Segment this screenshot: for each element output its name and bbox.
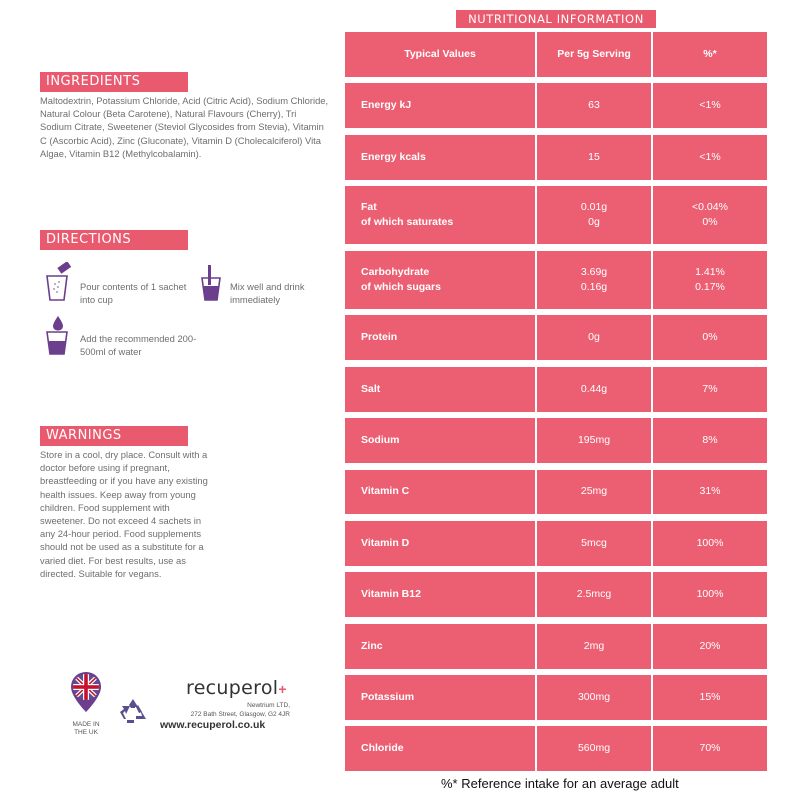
row-label: Protein (345, 315, 535, 360)
row-percent: <1% (653, 135, 767, 180)
water-drop-cup-icon (42, 314, 72, 356)
row-label: Potassium (345, 675, 535, 720)
table-row (345, 186, 767, 244)
row-serving-sub: 0.16g (580, 280, 608, 293)
row-percent-sub: 0% (702, 216, 718, 229)
row-percent-main: 1.41% (695, 265, 725, 278)
header-percent: %* (653, 32, 767, 77)
row-percent: 31% (653, 470, 767, 515)
direction-step-1-text: Pour contents of 1 sachet into cup (80, 281, 187, 306)
row-percent: 15% (653, 675, 767, 720)
row-label-sub: of which sugars (361, 280, 441, 293)
row-label-main: Carbohydrate (361, 265, 430, 278)
nutrition-table (345, 32, 767, 778)
row-percent: <1% (653, 83, 767, 128)
row-serving: 63 (537, 83, 651, 128)
row-label: Sodium (345, 418, 535, 463)
row-percent-sub: 0.17% (695, 280, 725, 293)
row-label: Vitamin C (345, 470, 535, 515)
row-label: Vitamin B12 (345, 572, 535, 617)
direction-step-3 (42, 314, 212, 358)
row-label: Energy kJ (345, 83, 535, 128)
uk-flag-pin-icon (70, 672, 102, 712)
row-percent: 20% (653, 624, 767, 669)
row-percent-main: <0.04% (692, 201, 728, 214)
table-header-row (345, 32, 767, 77)
row-serving (537, 186, 651, 244)
row-label: Chloride (345, 726, 535, 771)
row-label: Salt (345, 367, 535, 412)
row-serving: 560mg (537, 726, 651, 771)
table-row (345, 251, 767, 309)
row-label: Energy kcals (345, 135, 535, 180)
brand-name: recuperol (186, 677, 279, 699)
table-row (345, 83, 767, 128)
direction-step-1 (42, 262, 192, 306)
brand-block (160, 677, 290, 731)
table-row (345, 521, 767, 566)
address-line-2: 272 Bath Street, Glasgow, G2 4JR (190, 711, 290, 718)
row-percent: 100% (653, 521, 767, 566)
row-serving-main: 0.01g (580, 201, 608, 214)
header-typical-values: Typical Values (345, 32, 535, 77)
table-row (345, 470, 767, 515)
row-serving: 195mg (537, 418, 651, 463)
warnings-title: WARNINGS (40, 426, 188, 446)
ingredients-title: INGREDIENTS (40, 72, 188, 92)
row-serving (537, 251, 651, 309)
direction-step-3-text: Add the recommended 200-500ml of water (80, 333, 197, 358)
ingredients-text: Maltodextrin, Potassium Chloride, Acid (Citric Acid), Sodium Chloride, Natural Colour (Beta Carotene), Natural Flavours (Cherry), Tri Sodium Citrate, Sweetener (Steviol Glycosides from Stevia), Vitamin C (Ascorbic Acid), Zinc (Gluconate), Vitamin D (Cholecalciferol) Vita Algae, Vitamin B12 (Methylcobalamin). (40, 95, 329, 159)
row-percent: 7% (653, 367, 767, 412)
row-percent: 100% (653, 572, 767, 617)
table-row (345, 367, 767, 412)
reference-intake-footnote: %* Reference intake for an average adult (441, 776, 679, 791)
website-link[interactable]: www.recuperol.co.uk (160, 719, 266, 731)
stir-cup-icon (200, 262, 222, 302)
row-serving: 2.5mcg (537, 572, 651, 617)
row-serving: 0.44g (537, 367, 651, 412)
recycle-icon (118, 697, 148, 730)
row-percent: 0% (653, 315, 767, 360)
row-serving: 25mg (537, 470, 651, 515)
row-label: Vitamin D (345, 521, 535, 566)
table-row (345, 624, 767, 669)
made-in-uk-logo (66, 672, 106, 737)
row-serving-main: 3.69g (580, 265, 608, 278)
row-label: Zinc (345, 624, 535, 669)
row-percent (653, 251, 767, 309)
row-percent: 70% (653, 726, 767, 771)
directions-title: DIRECTIONS (40, 230, 188, 250)
row-serving: 5mcg (537, 521, 651, 566)
nutrition-title: NUTRITIONAL INFORMATION (456, 10, 656, 28)
address-line-1: Newtrium LTD, (247, 702, 290, 709)
table-row (345, 135, 767, 180)
row-serving: 0g (537, 315, 651, 360)
table-row (345, 418, 767, 463)
table-row (345, 726, 767, 771)
row-serving: 300mg (537, 675, 651, 720)
sachet-cup-icon (42, 262, 72, 302)
table-row (345, 315, 767, 360)
row-label-main: Fat (361, 201, 377, 214)
table-row (345, 675, 767, 720)
row-label-sub: of which saturates (361, 216, 454, 229)
direction-step-2 (200, 262, 330, 306)
direction-step-2-text: Mix well and drink immediately (230, 281, 305, 306)
made-in-uk-caption: MADE IN THE UK (72, 721, 100, 736)
company-address (160, 701, 290, 719)
row-serving: 15 (537, 135, 651, 180)
table-row (345, 572, 767, 617)
row-label (345, 251, 535, 309)
row-serving-sub: 0g (588, 216, 600, 229)
row-label (345, 186, 535, 244)
row-serving: 2mg (537, 624, 651, 669)
row-percent: 8% (653, 418, 767, 463)
row-percent (653, 186, 767, 244)
warnings-text: Store in a cool, dry place. Consult with a doctor before using if pregnant, breastfeeding or if you have any existing health issues. Keep away from young children. Food supplement with sweetener. Do not exceed 4 sachets in any 24-hour period. Food supplements should not be used as a substitute for a varied diet. For best results, use as directed. Suitable for vegans. (40, 449, 208, 579)
header-per-serving: Per 5g Serving (537, 32, 651, 77)
brand-plus: + (278, 681, 287, 697)
